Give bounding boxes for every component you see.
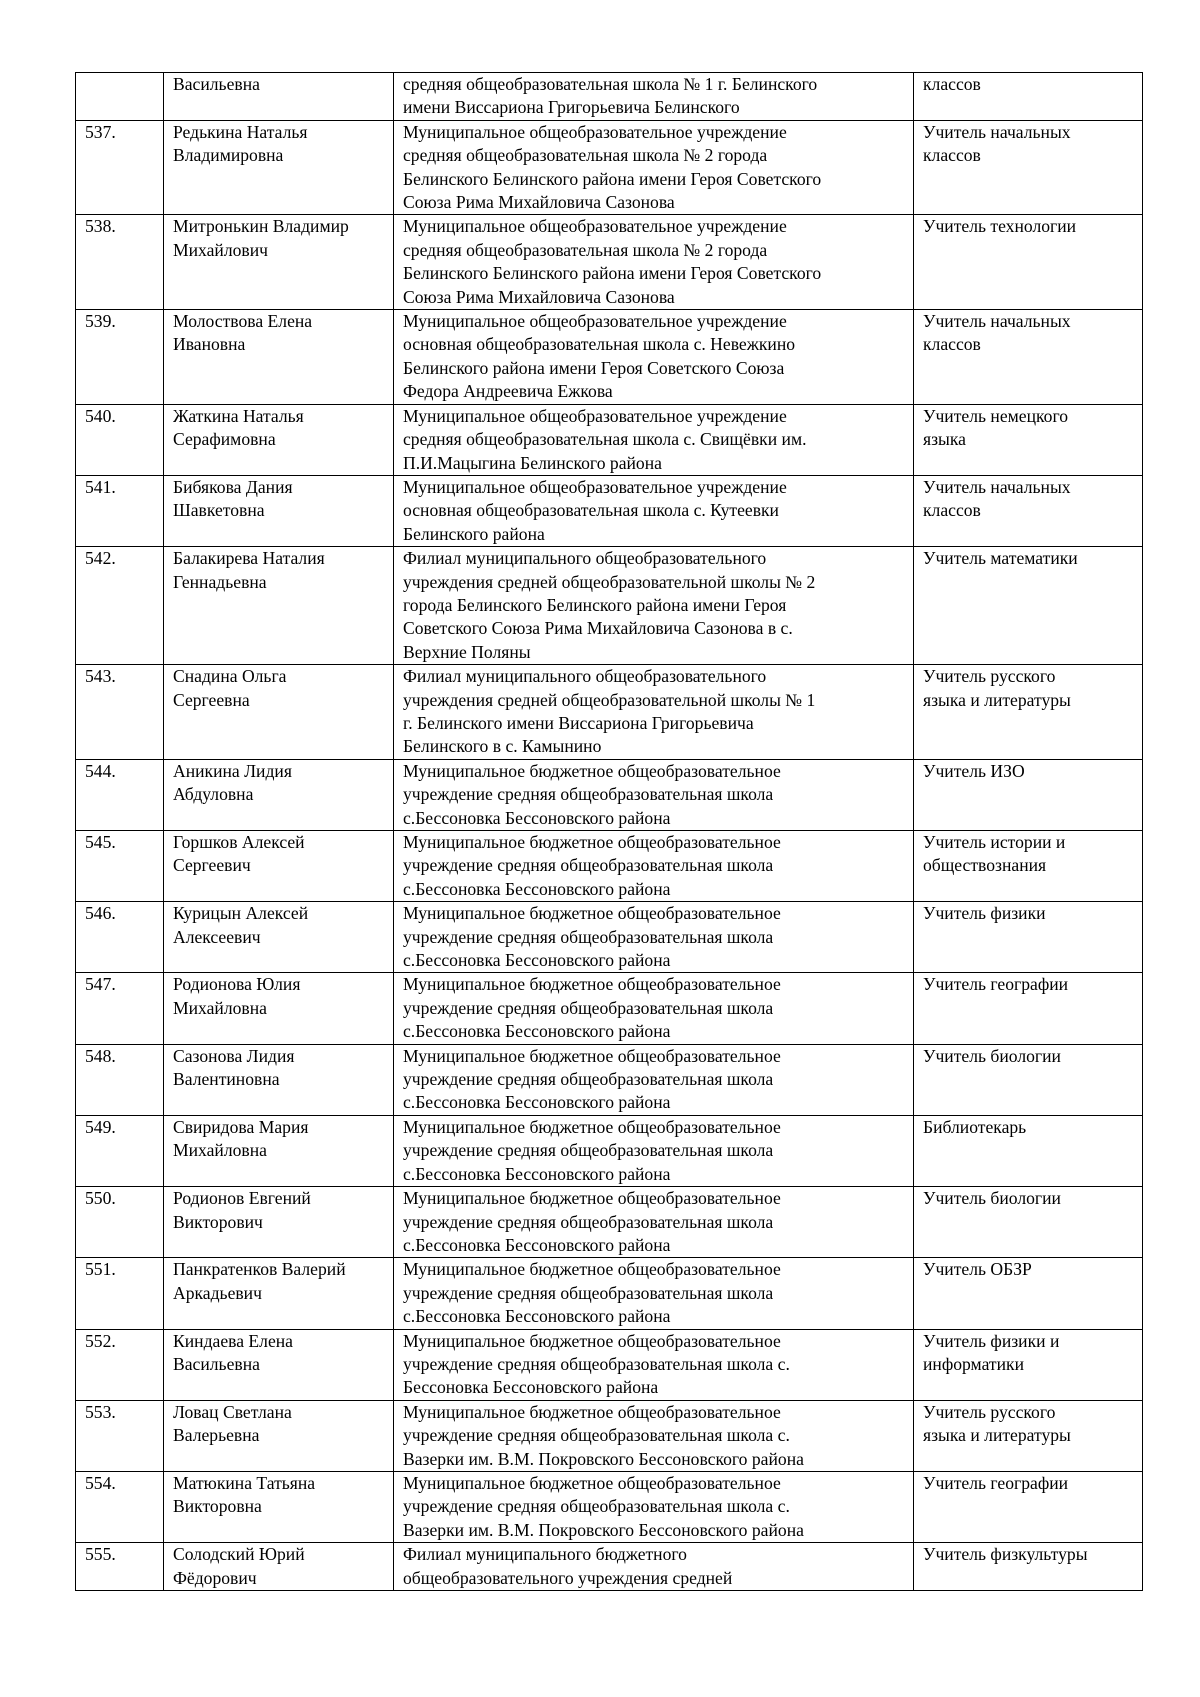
job-position: Учитель географии <box>914 1471 1143 1542</box>
row-number <box>76 73 164 121</box>
staff-table <box>75 72 1143 1591</box>
row-number: 555. <box>76 1543 164 1591</box>
institution-name: Муниципальное бюджетное общеобразовательное учреждение средняя общеобразовательная школа с. Вазерки им. В.М. Покровского Бессоновского района <box>394 1471 914 1542</box>
table-row <box>76 404 1143 475</box>
row-number: 552. <box>76 1329 164 1400</box>
table-row <box>76 902 1143 973</box>
person-name: Ловац Светлана Валерьевна <box>164 1400 394 1471</box>
table-row <box>76 1044 1143 1115</box>
job-position: Учитель истории и обществознания <box>914 831 1143 902</box>
institution-name: Муниципальное бюджетное общеобразовательное учреждение средняя общеобразовательная школа с.Бессоновка Бессоновского района <box>394 973 914 1044</box>
job-position: Учитель русского языка и литературы <box>914 665 1143 760</box>
row-number: 541. <box>76 475 164 546</box>
row-number: 543. <box>76 665 164 760</box>
institution-name: Муниципальное бюджетное общеобразовательное учреждение средняя общеобразовательная школа с.Бессоновка Бессоновского района <box>394 1044 914 1115</box>
row-number: 539. <box>76 310 164 405</box>
person-name: Снадина Ольга Сергеевна <box>164 665 394 760</box>
person-name: Редькина Наталья Владимировна <box>164 120 394 215</box>
table-row <box>76 1329 1143 1400</box>
institution-name: Муниципальное бюджетное общеобразовательное учреждение средняя общеобразовательная школа с. Вазерки им. В.М. Покровского Бессоновского района <box>394 1400 914 1471</box>
person-name: Митронькин Владимир Михайлович <box>164 215 394 310</box>
row-number: 551. <box>76 1258 164 1329</box>
row-number: 538. <box>76 215 164 310</box>
institution-name: Муниципальное бюджетное общеобразовательное учреждение средняя общеобразовательная школа с.Бессоновка Бессоновского района <box>394 902 914 973</box>
institution-name: Муниципальное бюджетное общеобразовательное учреждение средняя общеобразовательная школа с.Бессоновка Бессоновского района <box>394 1258 914 1329</box>
table-row <box>76 215 1143 310</box>
job-position: Учитель начальных классов <box>914 475 1143 546</box>
person-name: Горшков Алексей Сергеевич <box>164 831 394 902</box>
table-row <box>76 1258 1143 1329</box>
job-position: Учитель физики и информатики <box>914 1329 1143 1400</box>
job-position: классов <box>914 73 1143 121</box>
job-position: Учитель начальных классов <box>914 310 1143 405</box>
row-number: 537. <box>76 120 164 215</box>
job-position: Учитель технологии <box>914 215 1143 310</box>
person-name: Курицын Алексей Алексеевич <box>164 902 394 973</box>
person-name: Молоствова Елена Ивановна <box>164 310 394 405</box>
job-position: Учитель ОБЗР <box>914 1258 1143 1329</box>
row-number: 554. <box>76 1471 164 1542</box>
person-name: Солодский Юрий Фёдорович <box>164 1543 394 1591</box>
table-row <box>76 120 1143 215</box>
institution-name: Филиал муниципального бюджетного общеобразовательного учреждения средней <box>394 1543 914 1591</box>
row-number: 545. <box>76 831 164 902</box>
institution-name: Филиал муниципального общеобразовательного учреждения средней общеобразовательной школы № 1 г. Белинского имени Виссариона Григорьевича Белинского в с. Камынино <box>394 665 914 760</box>
person-name: Свиридова Мария Михайловна <box>164 1115 394 1186</box>
job-position: Учитель немецкого языка <box>914 404 1143 475</box>
institution-name: Муниципальное общеобразовательное учреждение средняя общеобразовательная школа с. Свищёвки им. П.И.Мацыгина Белинского района <box>394 404 914 475</box>
row-number: 550. <box>76 1187 164 1258</box>
table-row <box>76 1543 1143 1591</box>
row-number: 547. <box>76 973 164 1044</box>
person-name: Матюкина Татьяна Викторовна <box>164 1471 394 1542</box>
row-number: 544. <box>76 759 164 830</box>
institution-name: Муниципальное общеобразовательное учреждение основная общеобразовательная школа с. Кутеевки Белинского района <box>394 475 914 546</box>
table-row <box>76 547 1143 665</box>
table-row <box>76 831 1143 902</box>
table-row <box>76 1115 1143 1186</box>
table-row <box>76 73 1143 121</box>
job-position: Учитель русского языка и литературы <box>914 1400 1143 1471</box>
person-name: Васильевна <box>164 73 394 121</box>
person-name: Панкратенков Валерий Аркадьевич <box>164 1258 394 1329</box>
staff-table-body <box>76 73 1143 1591</box>
row-number: 553. <box>76 1400 164 1471</box>
table-row <box>76 1187 1143 1258</box>
table-row <box>76 475 1143 546</box>
table-row <box>76 1471 1143 1542</box>
row-number: 546. <box>76 902 164 973</box>
institution-name: Муниципальное бюджетное общеобразовательное учреждение средняя общеобразовательная школа с.Бессоновка Бессоновского района <box>394 831 914 902</box>
table-row <box>76 665 1143 760</box>
institution-name: Муниципальное общеобразовательное учреждение средняя общеобразовательная школа № 2 города Белинского Белинского района имени Героя Советского Союза Рима Михайловича Сазонова <box>394 215 914 310</box>
table-row <box>76 310 1143 405</box>
person-name: Жаткина Наталья Серафимовна <box>164 404 394 475</box>
job-position: Учитель географии <box>914 973 1143 1044</box>
row-number: 542. <box>76 547 164 665</box>
job-position: Учитель физкультуры <box>914 1543 1143 1591</box>
person-name: Бибякова Дания Шавкетовна <box>164 475 394 546</box>
institution-name: Филиал муниципального общеобразовательного учреждения средней общеобразовательной школы № 2 города Белинского Белинского района имени Героя Советского Союза Рима Михайловича Сазонова в с. Верхние Поляны <box>394 547 914 665</box>
job-position: Учитель биологии <box>914 1044 1143 1115</box>
job-position: Учитель начальных классов <box>914 120 1143 215</box>
table-row <box>76 759 1143 830</box>
job-position: Учитель ИЗО <box>914 759 1143 830</box>
job-position: Учитель биологии <box>914 1187 1143 1258</box>
table-row <box>76 1400 1143 1471</box>
institution-name: средняя общеобразовательная школа № 1 г. Белинского имени Виссариона Григорьевича Белинского <box>394 73 914 121</box>
person-name: Аникина Лидия Абдуловна <box>164 759 394 830</box>
row-number: 548. <box>76 1044 164 1115</box>
person-name: Родионова Юлия Михайловна <box>164 973 394 1044</box>
person-name: Сазонова Лидия Валентиновна <box>164 1044 394 1115</box>
table-row <box>76 973 1143 1044</box>
job-position: Учитель математики <box>914 547 1143 665</box>
job-position: Учитель физики <box>914 902 1143 973</box>
person-name: Киндаева Елена Васильевна <box>164 1329 394 1400</box>
institution-name: Муниципальное общеобразовательное учреждение основная общеобразовательная школа с. Невежкино Белинского района имени Героя Советского Союза Федора Андреевича Ежкова <box>394 310 914 405</box>
institution-name: Муниципальное бюджетное общеобразовательное учреждение средняя общеобразовательная школа с.Бессоновка Бессоновского района <box>394 1187 914 1258</box>
row-number: 549. <box>76 1115 164 1186</box>
institution-name: Муниципальное общеобразовательное учреждение средняя общеобразовательная школа № 2 города Белинского Белинского района имени Героя Советского Союза Рима Михайловича Сазонова <box>394 120 914 215</box>
person-name: Балакирева Наталия Геннадьевна <box>164 547 394 665</box>
institution-name: Муниципальное бюджетное общеобразовательное учреждение средняя общеобразовательная школа с.Бессоновка Бессоновского района <box>394 759 914 830</box>
person-name: Родионов Евгений Викторович <box>164 1187 394 1258</box>
job-position: Библиотекарь <box>914 1115 1143 1186</box>
row-number: 540. <box>76 404 164 475</box>
institution-name: Муниципальное бюджетное общеобразовательное учреждение средняя общеобразовательная школа с.Бессоновка Бессоновского района <box>394 1115 914 1186</box>
institution-name: Муниципальное бюджетное общеобразовательное учреждение средняя общеобразовательная школа с. Бессоновка Бессоновского района <box>394 1329 914 1400</box>
